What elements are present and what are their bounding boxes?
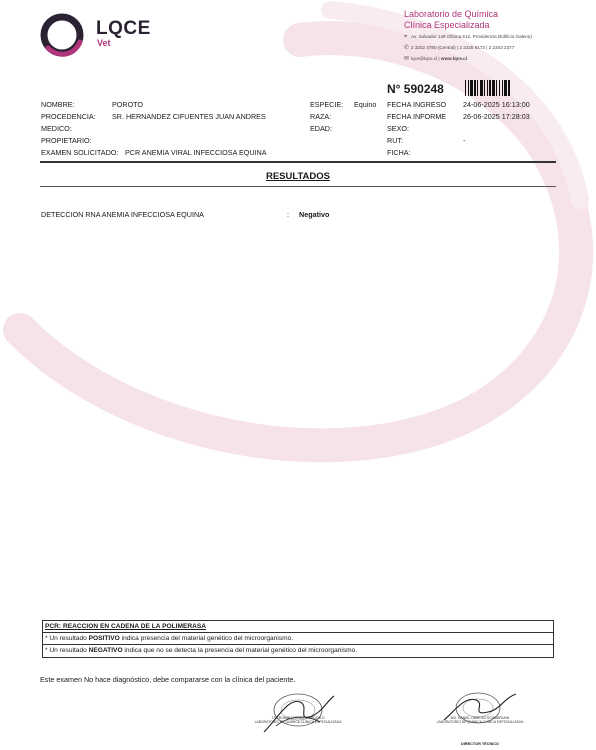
fecha-informe-label: FECHA INFORME: [387, 112, 447, 121]
lab-phones-text: 2 3202 4780 (Central) | 2 2225 6173 | 2 2343 2377: [411, 45, 515, 50]
raza-label: RAZA:: [310, 112, 332, 121]
result-separator: :: [287, 210, 289, 219]
disclaimer: Este examen No hace diagnóstico, debe compararse con la clínica del paciente.: [40, 675, 296, 684]
order-number: N° 590248: [387, 82, 444, 96]
barcode-bar: [465, 80, 466, 96]
especie-value: Equino: [354, 100, 377, 109]
header-divider: [40, 161, 556, 163]
barcode-bar: [484, 80, 485, 96]
edad-label: EDAD:: [310, 124, 332, 133]
medico-label: MEDICO:: [41, 124, 72, 133]
signature-left-caption: [250, 716, 346, 724]
nombre-value: POROTO: [112, 100, 144, 109]
propietario-label: PROPIETARIO:: [41, 136, 92, 145]
legend-title: PCR: REACCION EN CADENA DE LA POLIMERASA: [43, 621, 553, 633]
barcode-bar: [487, 80, 488, 96]
barcode-bar: [474, 80, 476, 96]
legend-negative-prefix: * Un resultado: [45, 647, 89, 654]
lab-website[interactable]: www.lqce.cl: [440, 56, 467, 61]
legend-positive-bold: POSITIVO: [88, 635, 120, 642]
lab-address-text: Av. Salvador 149 Oficina 512, Providencia (Edificio Galeno): [411, 34, 532, 39]
barcode-bar: [499, 80, 500, 96]
brand-name: LQCE: [96, 18, 151, 39]
pcr-legend: [42, 620, 554, 658]
examen-label: EXAMEN SOLICITADO:: [41, 148, 119, 157]
signature-left: [258, 688, 338, 736]
legend-positive: [43, 633, 553, 645]
location-icon: ⌖: [404, 34, 408, 40]
email-icon: ✉: [404, 56, 410, 62]
fecha-ingreso-label: FECHA INGRESO: [387, 100, 447, 109]
director-caption: DIRECTOR TÉCNICO: [461, 742, 499, 746]
lab-name: [404, 9, 498, 31]
barcode-bar: [508, 80, 510, 96]
signature-right-name: MG. DANIEL OBREGO SCHIABRUNN: [450, 716, 510, 720]
ficha-label: FICHA:: [387, 148, 411, 157]
barcode-bar: [468, 80, 469, 96]
lab-name-line2: Clínica Especializada: [404, 20, 490, 30]
signature-right-role: LABORATORIO DE QUÍMICA CLÍNICA ESPECIALIZADA: [436, 720, 524, 724]
phone-icon: ✆: [404, 45, 410, 51]
signature-left-role: LABORATORIO DE QUÍMICA CLÍNICA ESPECIALIZADA: [254, 720, 342, 724]
barcode-bar: [470, 80, 473, 96]
especie-label: ESPECIE:: [310, 100, 344, 109]
lab-web: ✉ lqce@lqce.cl | www.lqce.cl: [404, 56, 467, 62]
nombre-label: NOMBRE:: [41, 100, 75, 109]
lab-name-line1: Laboratorio de Química: [404, 9, 499, 19]
barcode: [465, 80, 521, 96]
procedencia-value: SR. HERNANDEZ CIFUENTES JUAN ANDRES: [112, 112, 266, 121]
signature-right-caption: [432, 716, 528, 724]
barcode-bar: [492, 80, 495, 96]
fecha-informe-value: 26-06-2025 17:28:03: [463, 112, 530, 121]
signature-left-name: T.M. ROMINA PÉREZ MORDOJLO: [271, 716, 325, 720]
barcode-bar: [477, 80, 478, 96]
lab-email[interactable]: lqce@lqce.cl: [411, 56, 438, 61]
fecha-ingreso-value: 24-06-2025 16:13:00: [463, 100, 530, 109]
result-test-name: DETECCION RNA ANEMIA INFECCIOSA EQUINA: [41, 210, 204, 219]
barcode-bar: [502, 80, 503, 96]
signature-right: [440, 690, 520, 730]
legend-positive-prefix: * Un resultado: [45, 635, 89, 642]
brand-sub: Vet: [97, 38, 111, 48]
sexo-label: SEXO:: [387, 124, 409, 133]
lab-phones: [404, 44, 514, 51]
legend-negative-suffix: indica que no se detecta la presencia del material genético del microorganismo.: [122, 647, 358, 654]
procedencia-label: PROCEDENCIA:: [41, 112, 96, 121]
rut-value: -: [463, 136, 466, 145]
barcode-bar: [496, 80, 497, 96]
barcode-bar: [504, 80, 507, 96]
result-value: Negativo: [299, 210, 330, 219]
legend-negative: [43, 645, 553, 657]
results-title: RESULTADOS: [265, 171, 331, 182]
legend-negative-bold: NEGATIVO: [88, 647, 123, 654]
rut-label: RUT:: [387, 136, 403, 145]
lab-address: [404, 34, 532, 41]
barcode-bar: [489, 80, 491, 96]
barcode-bar: [480, 80, 483, 96]
results-divider: [40, 186, 556, 187]
examen-value: PCR ANEMIA VIRAL INFECCIOSA EQUINA: [125, 148, 267, 157]
legend-positive-suffix: indica presencia del material genético del microorganismo.: [119, 635, 294, 642]
